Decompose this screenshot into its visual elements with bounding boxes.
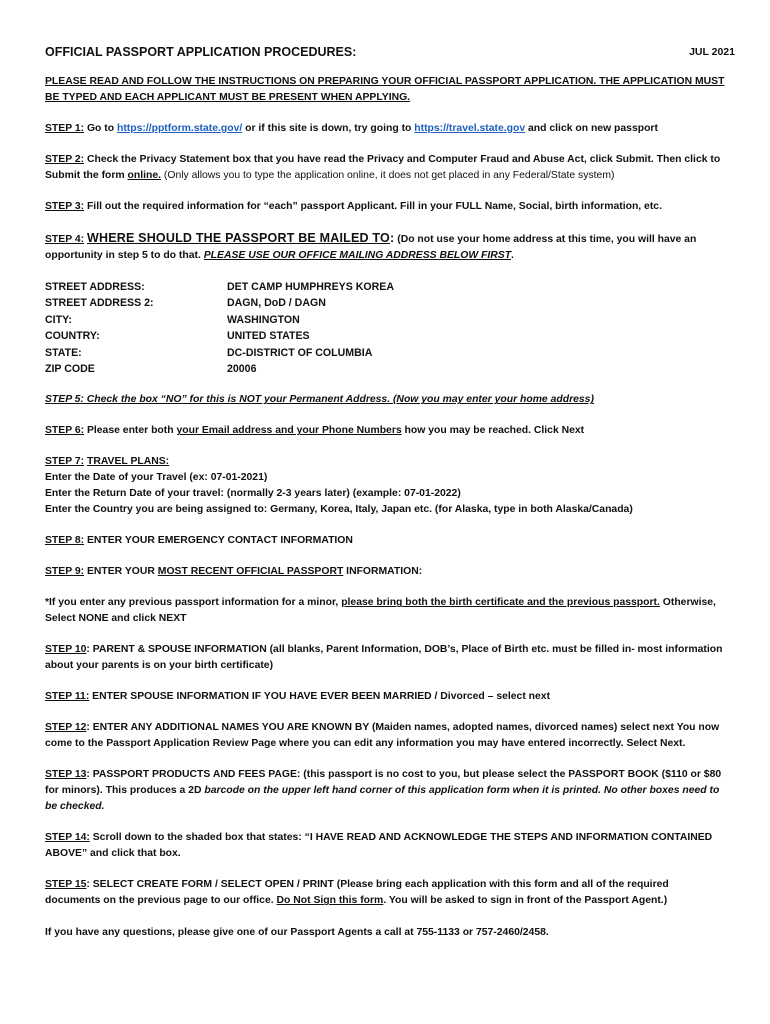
country-label: COUNTRY: [45, 330, 100, 343]
step-10-text: : PARENT & SPOUSE INFORMATION (all blanks, Parent Information, DOB’s, Place of Birth etc. must be filled in- most information about your parents is on your birth certificate) [45, 644, 723, 672]
step-8-text: ENTER YOUR EMERGENCY CONTACT INFORMATION [84, 535, 353, 547]
minor-note-emphasis: please bring both the birth certificate and the previous passport. [341, 597, 660, 609]
step-8 [45, 533, 725, 549]
step-11 [45, 689, 725, 705]
minor-note-text-b: Otherwise, Select NONE and click NEXT [45, 597, 716, 625]
step-14 [45, 830, 725, 862]
intro-instructions: PLEASE READ AND FOLLOW THE INSTRUCTIONS ON PREPARING YOUR OFFICIAL PASSPORT APPLICATION. THE APPLICATION MUST BE TYPED AND EACH APPLICANT MUST BE PRESENT WHEN APPLYING. [45, 76, 725, 103]
step-10 [45, 642, 725, 674]
step-7-country: Enter the Country you are being assigned to: Germany, Korea, Italy, Japan etc. (for Alaska, type in both Alaska/Canada) [45, 504, 633, 516]
step-5 [45, 392, 725, 408]
step-7 [45, 454, 725, 518]
mailing-address-block [45, 279, 725, 377]
step-4-heading: WHERE SHOULD THE PASSPORT BE MAILED TO [86, 231, 390, 245]
step-14-text: Scroll down to the shaded box that states: “I HAVE READ AND ACKNOWLEDGE THE STEPS AND INFORMATION CONTAINED ABOVE” and click that box. [45, 832, 713, 860]
step-1-text-c: and click on new passport [525, 123, 658, 134]
step-12 [45, 720, 725, 752]
step-2-label: STEP 2: [45, 154, 85, 165]
step-11-text: ENTER SPOUSE INFORMATION IF YOU HAVE EVER BEEN MARRIED / Divorced – select next [89, 691, 551, 703]
document-header [45, 44, 735, 60]
step-6-emphasis: your Email address and your Phone Numbers [176, 425, 402, 437]
minor-note [45, 595, 725, 627]
step-3-label: STEP 3: [45, 201, 85, 212]
step-3-text: Fill out the required information for “each” passport Applicant. Fill in your FULL Name, Social, birth information, etc. [84, 201, 662, 212]
minor-note-text-a: *If you enter any previous passport information for a minor, [45, 597, 342, 609]
step-1-text-a: Go to [84, 123, 117, 134]
step-4-label: STEP 4: [45, 234, 85, 245]
step-13-label: STEP 13 [45, 769, 87, 781]
step-3 [45, 199, 725, 215]
step-4-end: . [511, 250, 514, 261]
travel-state-link[interactable]: https://travel.state.gov [414, 123, 526, 134]
street-address-label: STREET ADDRESS: [45, 281, 145, 293]
step-9-emphasis: MOST RECENT OFFICIAL PASSPORT [157, 566, 344, 578]
step-2 [45, 152, 725, 184]
step-4-text: (Do not use your home address at this time, you will have an opportunity in step 5 to do that. [45, 234, 697, 261]
step-5-text: Check the box “NO” for this is NOT your Permanent Address. (Now you may enter your home address) [83, 394, 594, 406]
step-6-text-b: how you may be reached. Click Next [401, 425, 585, 437]
step-10-label: STEP 10 [45, 644, 87, 656]
step-13-text: : PASSPORT PRODUCTS AND FEES PAGE: (this passport is no cost to you, but please select the PASSPORT BOOK ($110 or $80 for minors). This produces a 2D [45, 769, 722, 797]
step-2-online: online. [127, 170, 162, 181]
city-value: WASHINGTON [227, 313, 300, 326]
step-15-text-a: : SELECT CREATE FORM / SELECT OPEN / PRINT (Please bring each application with this form and all of the required documents on the previous page to our office. [45, 879, 669, 907]
step-7-title: TRAVEL PLANS: [86, 456, 170, 468]
step-1 [45, 121, 725, 137]
step-9 [45, 564, 725, 580]
street-address-2-value: DAGN, DoD / DAGN [227, 297, 326, 310]
step-15-label: STEP 15 [45, 879, 87, 891]
step-4 [45, 230, 725, 264]
country-value: UNITED STATES [227, 330, 310, 343]
step-15-emphasis: Do Not Sign this form [276, 895, 384, 907]
step-1-text-b: or if this site is down, try going to [242, 123, 415, 134]
step-5-label: STEP 5: [45, 394, 84, 406]
step-13 [45, 767, 725, 815]
step-12-label: STEP 12 [45, 722, 87, 734]
step-7-label: STEP 7: [45, 456, 85, 468]
step-14-label: STEP 14: [45, 832, 90, 844]
step-2-text-b: (Only allows you to type the application online, it does not get placed in any Federal/State system) [161, 170, 615, 181]
street-address-2-label: STREET ADDRESS 2: [45, 297, 154, 310]
city-label: CITY: [45, 313, 72, 326]
step-9-text-b: INFORMATION: [343, 566, 423, 578]
step-2-text-a: Check the Privacy Statement box that you have read the Privacy and Computer Fraud and Abuse Act, click Submit. Then click to Submit the form [45, 154, 721, 181]
contact-footer: If you have any questions, please give one of our Passport Agents a call at 755-1133 or 757-2460/2458. [45, 927, 549, 939]
street-address-value: DET CAMP HUMPHREYS KOREA [227, 281, 394, 293]
pptform-link[interactable]: https://pptform.state.gov/ [116, 123, 243, 134]
zip-label: ZIP CODE [45, 363, 95, 376]
step-15 [45, 877, 725, 909]
step-7-travel-date: Enter the Date of your Travel (ex: 07-01-2021) [45, 472, 268, 484]
step-1-label: STEP 1: [45, 123, 85, 134]
step-15-text-b: . You will be asked to sign in front of the Passport Agent.) [383, 895, 668, 907]
step-11-label: STEP 11: [45, 691, 90, 703]
state-value: DC-DISTRICT OF COLUMBIA [227, 346, 373, 359]
document-date: JUL 2021 [689, 46, 735, 58]
step-12-text: : ENTER ANY ADDITIONAL NAMES YOU ARE KNOWN BY (Maiden names, adopted names, divorced names) select next You now come to the Passport Application Review Page where you can edit any information you may have entered incorrectly. Select Next. [45, 722, 720, 750]
state-label: STATE: [45, 346, 82, 359]
step-4-colon: : [389, 231, 395, 245]
step-8-label: STEP 8: [45, 535, 85, 547]
step-6-label: STEP 6: [45, 425, 85, 437]
step-7-return-date: Enter the Return Date of your travel: (normally 2-3 years later) (example: 07-01-2022) [45, 488, 461, 500]
step-6-text-a: Please enter both [84, 425, 177, 437]
document-title: OFFICIAL PASSPORT APPLICATION PROCEDURES: [45, 45, 357, 59]
document-page [45, 44, 735, 956]
step-6 [45, 423, 725, 439]
step-4-emphasis: PLEASE USE OUR OFFICE MAILING ADDRESS BELOW FIRST [203, 250, 512, 261]
step-9-label: STEP 9: [45, 566, 85, 578]
step-9-text-a: ENTER YOUR [84, 566, 158, 578]
zip-value: 20006 [227, 363, 257, 376]
step-13-emphasis: barcode on the upper left hand corner of this application form when it is printed. No other boxes need to be checked. [45, 785, 720, 813]
